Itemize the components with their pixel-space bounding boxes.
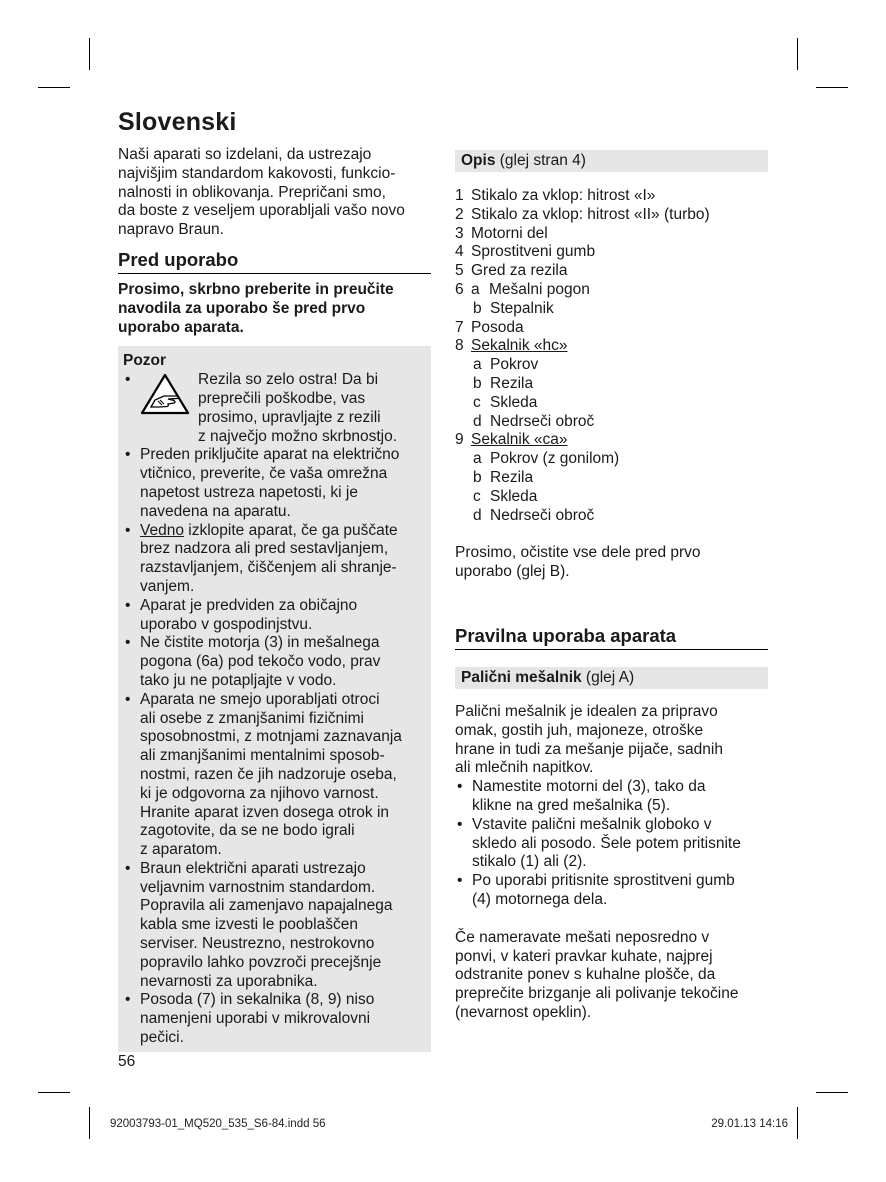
footer-filename: 92003793-01_MQ520_535_S6-84.indd 56 — [110, 1118, 326, 1130]
warning-box — [118, 346, 431, 1051]
intro-paragraph: Naši aparati so izdelani, da ustrezajo najvišjim standardom kakovosti, funkcio- nalnosti in oblikovanja. Prepričani smo, da boste z veseljem uporabljali vašo novo napravo Braun. — [118, 146, 405, 239]
palicni-mesalnik-header: Palični mešalnik (glej A) — [455, 667, 768, 689]
warning-item: • Ne čistite motorja (3) in mešalnega pogona (6a) pod tekočo vodo, prav tako ju ne potapljajte v vodo. — [123, 634, 425, 690]
warning-item: • Preden priključite aparat na električno vtičnico, preverite, če vaša omrežna napetost ustreza napetosti, ki je navedena na aparatu. — [123, 446, 425, 521]
page-title: Slovenski — [118, 108, 237, 136]
opis-header: Opis (glej stran 4) — [455, 150, 768, 172]
read-instructions-note: Prosimo, skrbno preberite in preučite navodila za uporabo še pred prvo uporabo aparata. — [118, 280, 394, 336]
crop-mark — [38, 1092, 70, 1093]
crop-mark — [797, 38, 798, 70]
usage-step: • Vstavite palični mešalnik globoko v skledo ali posodo. Šele potem pritisnite stikalo (1) ali (2). — [455, 816, 768, 872]
warning-item: • Aparat je predviden za običajno uporabo v gospodinjstvu. — [123, 597, 425, 635]
list-item: 8 Sekalnik «hc» — [455, 337, 568, 355]
list-item: 2 Stikalo za vklop: hitrost «II» (turbo) — [455, 205, 710, 223]
list-item: 7 Posoda — [455, 318, 524, 336]
crop-mark — [38, 87, 70, 88]
usage-step: • Po uporabi pritisnite sprostitveni gumb (4) motornega dela. — [455, 872, 768, 910]
list-subitem: a Pokrov (z gonilom) — [473, 450, 620, 468]
crop-mark — [89, 38, 90, 70]
warning-item: • Vedno izklopite aparat, če ga puščate brez nadzora ali pred sestavljanjem, razstavljanjem, čiščenjem ali shranje- vanjem. — [123, 522, 425, 597]
list-item: 6 a Mešalni pogon — [455, 280, 590, 298]
usage-step: • Namestite motorni del (3), tako da klikne na gred mešalnika (5). — [455, 778, 768, 816]
list-subitem: a Pokrov — [473, 356, 539, 374]
crop-mark — [89, 1107, 90, 1139]
list-subitem: b Stepalnik — [473, 299, 554, 317]
list-item: 9 Sekalnik «ca» — [455, 431, 568, 449]
warning-item: • Posoda (7) in sekalnika (8, 9) niso namenjeni uporabi v mikrovalovni pečici. — [123, 991, 425, 1047]
hand-cut-warning-icon — [140, 371, 198, 446]
list-subitem: c Skleda — [473, 393, 538, 411]
list-item: 5 Gred za rezila — [455, 262, 568, 280]
crop-mark — [816, 1092, 848, 1093]
left-column — [118, 146, 431, 1052]
crop-mark — [797, 1107, 798, 1139]
warning-title: Pozor — [123, 352, 167, 370]
warning-item: • Aparata ne smejo uporabljati otroci ali osebe z zmanjšanimi fizičnimi sposobnostmi, z motnjami zaznavanja ali zmanjšanimi mentalnimi sposob- nostmi, razen če jih nadzoruje oseba, ki je odgovorna za njihovo varnost. Hranite aparat izven dosega otrok in zagotovite, da se ne bodo igrali z aparatom. — [123, 691, 425, 860]
warning-item: • Braun električni aparati ustrezajo veljavnim varnostnim standardom. Popravila ali zamenjavo napajalnega kabla sme izvesti le pooblaščen serviser. Neustrezno, nestrokovno popravilo lahko povzroči precejšnje nevarnosti za uporabnika. — [123, 860, 425, 992]
pan-warning-paragraph: Če nameravate mešati neposredno v ponvi, v kateri pravkar kuhate, najprej odstranite ponev s kuhalne plošče, da preprečite brizganje ali polivanje tekočine (nevarnost opeklin). — [455, 928, 739, 1021]
footer-date: 29.01.13 14:16 — [711, 1118, 788, 1130]
list-item: 1 Stikalo za vklop: hitrost «I» — [455, 187, 656, 204]
list-item: 3 Motorni del — [455, 224, 548, 242]
warning-item: • Rezila so zelo ostra! Da bi preprečili poškodbe, vas prosimo, upravljajte z rezili z največjo možno skrbnostjo. — [123, 371, 425, 446]
list-item: 4 Sprostitveni gumb — [455, 243, 596, 261]
page-number: 56 — [118, 1053, 136, 1070]
usage-paragraph: Palični mešalnik je idealen za pripravo omak, gostih juh, majoneze, otroške hrane in tudi za mešanje pijače, sadnih ali mlečnih napitkov. — [455, 702, 723, 777]
list-subitem: d Nedrseči obroč — [473, 506, 595, 524]
crop-mark — [816, 87, 848, 88]
list-subitem: b Rezila — [473, 374, 534, 392]
cleaning-note: Prosimo, očistite vse dele pred prvo uporabo (glej B). — [455, 544, 701, 581]
parts-list — [455, 187, 768, 525]
list-subitem: c Skleda — [473, 487, 538, 505]
section-heading-pred-uporabo: Pred uporabo — [118, 248, 431, 274]
right-column — [455, 150, 768, 1023]
list-subitem: b Rezila — [473, 468, 534, 486]
usage-steps — [455, 778, 768, 910]
list-subitem: d Nedrseči obroč — [473, 412, 595, 430]
section-heading-pravilna-uporaba: Pravilna uporaba aparata — [455, 624, 768, 650]
